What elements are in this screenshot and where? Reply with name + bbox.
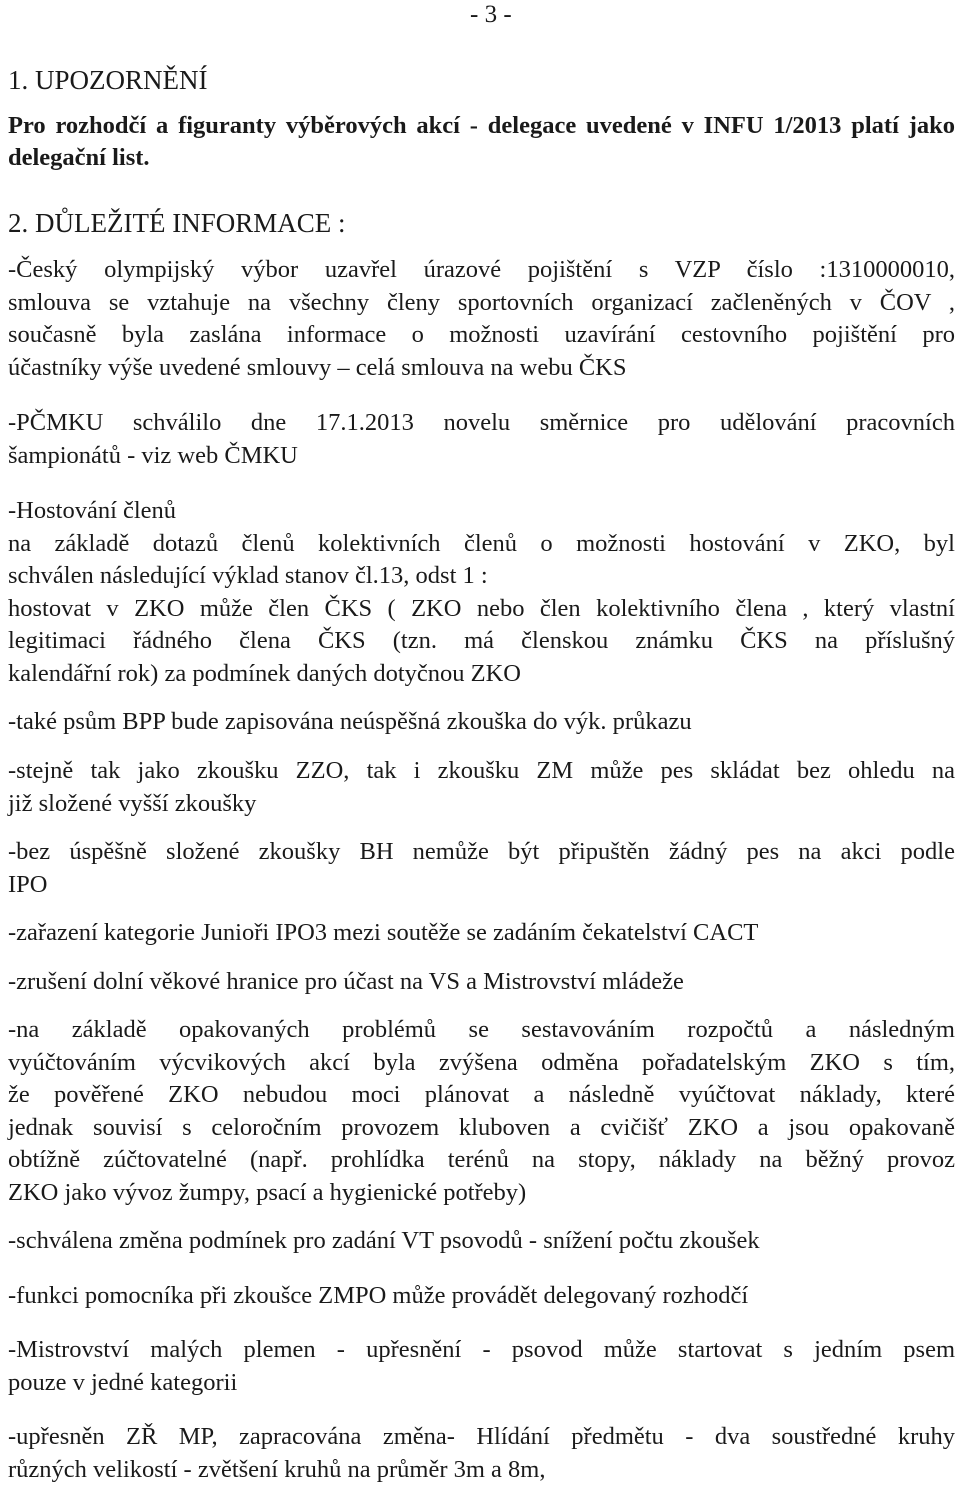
text-line: kalendářní rok) za podmínek daných dotyčnou ZKO (8, 658, 955, 691)
text-line: jednak souvisí s celoročním provozem kluboven a cvičišť ZKO a jsou opakovaně (8, 1112, 955, 1145)
text-line: IPO (8, 869, 955, 902)
text-line: -zařazení kategorie Junioři IPO3 mezi soutěže se zadáním čekatelství CACT (8, 917, 955, 950)
text-line: obtížně zúčtovatelné (např. prohlídka terénů na stopy, náklady na běžný provoz (8, 1144, 955, 1177)
text-line: -zrušení dolní věkové hranice pro účast na VS a Mistrovství mládeže (8, 966, 955, 999)
text-line: šampionátů - viz web ČMKU (8, 440, 955, 473)
info-item-vekova-hranice (8, 966, 955, 999)
text-line: současně byla zaslána informace o možnosti uzavírání cestovního pojištění pro (8, 319, 955, 352)
info-item-pcmku-smernice (8, 407, 955, 472)
notice-paragraph (8, 110, 955, 174)
text-line: různých velikostí - zvětšení kruhů na průměr 3m a 8m, (8, 1454, 955, 1486)
text-line: -také psům BPP bude zapisována neúspěšná zkouška do výk. průkazu (8, 706, 955, 739)
text-line: již složené vyšší zkoušky (8, 788, 955, 821)
info-item-zr-mp (8, 1421, 955, 1486)
text-line: -funkci pomocníka při zkoušce ZMPO může provádět delegovaný rozhodčí (8, 1280, 955, 1313)
info-item-hostovani (8, 495, 955, 690)
section-heading-upozorneni: 1. UPOZORNĚNÍ (8, 64, 208, 96)
text-line: pouze v jedné kategorii (8, 1367, 955, 1400)
info-item-male-plemeno (8, 1334, 955, 1399)
info-item-zzo-zm (8, 755, 955, 820)
text-line: schválen následující výklad stanov čl.13, odst 1 : (8, 560, 955, 593)
text-line: -upřesněn ZŘ MP, zapracována změna- Hlídání předmětu - dva soustředné kruhy (8, 1421, 955, 1454)
text-line: -Mistrovství malých plemen - upřesnění - psovod může startovat s jedním psem (8, 1334, 955, 1367)
text-line: legitimaci řádného člena ČKS (tzn. má členskou známku ČKS na příslušný (8, 625, 955, 658)
section-heading-dulezite-informace: 2. DŮLEŽITÉ INFORMACE : (8, 207, 345, 239)
text-line: -na základě opakovaných problémů se sestavováním rozpočtů a následným (8, 1014, 955, 1047)
notice-line: Pro rozhodčí a figuranty výběrových akcí - delegace uvedené v INFU 1/2013 platí jako (8, 110, 955, 142)
info-item-bpp (8, 706, 955, 739)
info-item-vt-psovodu (8, 1225, 955, 1258)
info-item-zmpo (8, 1280, 955, 1313)
text-line: hostovat v ZKO může člen ČKS ( ZKO nebo člen kolektivního člena , který vlastní (8, 593, 955, 626)
text-line: vyúčtováním výcvikových akcí byla zvýšena odměna pořadatelským ZKO s tím, (8, 1047, 955, 1080)
notice-line: delegační list. (8, 142, 955, 174)
text-line: -Hostování členů (8, 495, 955, 528)
text-line: -Český olympijský výbor uzavřel úrazové pojištění s VZP číslo :1310000010, (8, 254, 955, 287)
text-line: na základě dotazů členů kolektivních členů o možnosti hostování v ZKO, byl (8, 528, 955, 561)
text-line: účastníky výše uvedené smlouvy – celá smlouva na webu ČKS (8, 352, 955, 385)
text-line: že pověřené ZKO nebudou moci plánovat a následně vyúčtovat náklady, které (8, 1079, 955, 1112)
info-item-odmena-zko (8, 1014, 955, 1209)
text-line: -PČMKU schválilo dne 17.1.2013 novelu směrnice pro udělování pracovních (8, 407, 955, 440)
page-number: - 3 - (470, 0, 512, 30)
text-line: ZKO jako vývoz žumpy, psací a hygienické potřeby) (8, 1177, 955, 1210)
info-item-juniori-ipo3 (8, 917, 955, 950)
text-line: smlouva se vztahuje na všechny členy sportovních organizací začleněných v ČOV , (8, 287, 955, 320)
text-line: -schválena změna podmínek pro zadání VT psovodů - snížení počtu zkoušek (8, 1225, 955, 1258)
info-item-cov-insurance (8, 254, 955, 384)
text-line: -stejně tak jako zkoušku ZZO, tak i zkoušku ZM může pes skládat bez ohledu na (8, 755, 955, 788)
text-line: -bez úspěšně složené zkoušky BH nemůže být připuštěn žádný pes na akci podle (8, 836, 955, 869)
info-item-bh (8, 836, 955, 901)
